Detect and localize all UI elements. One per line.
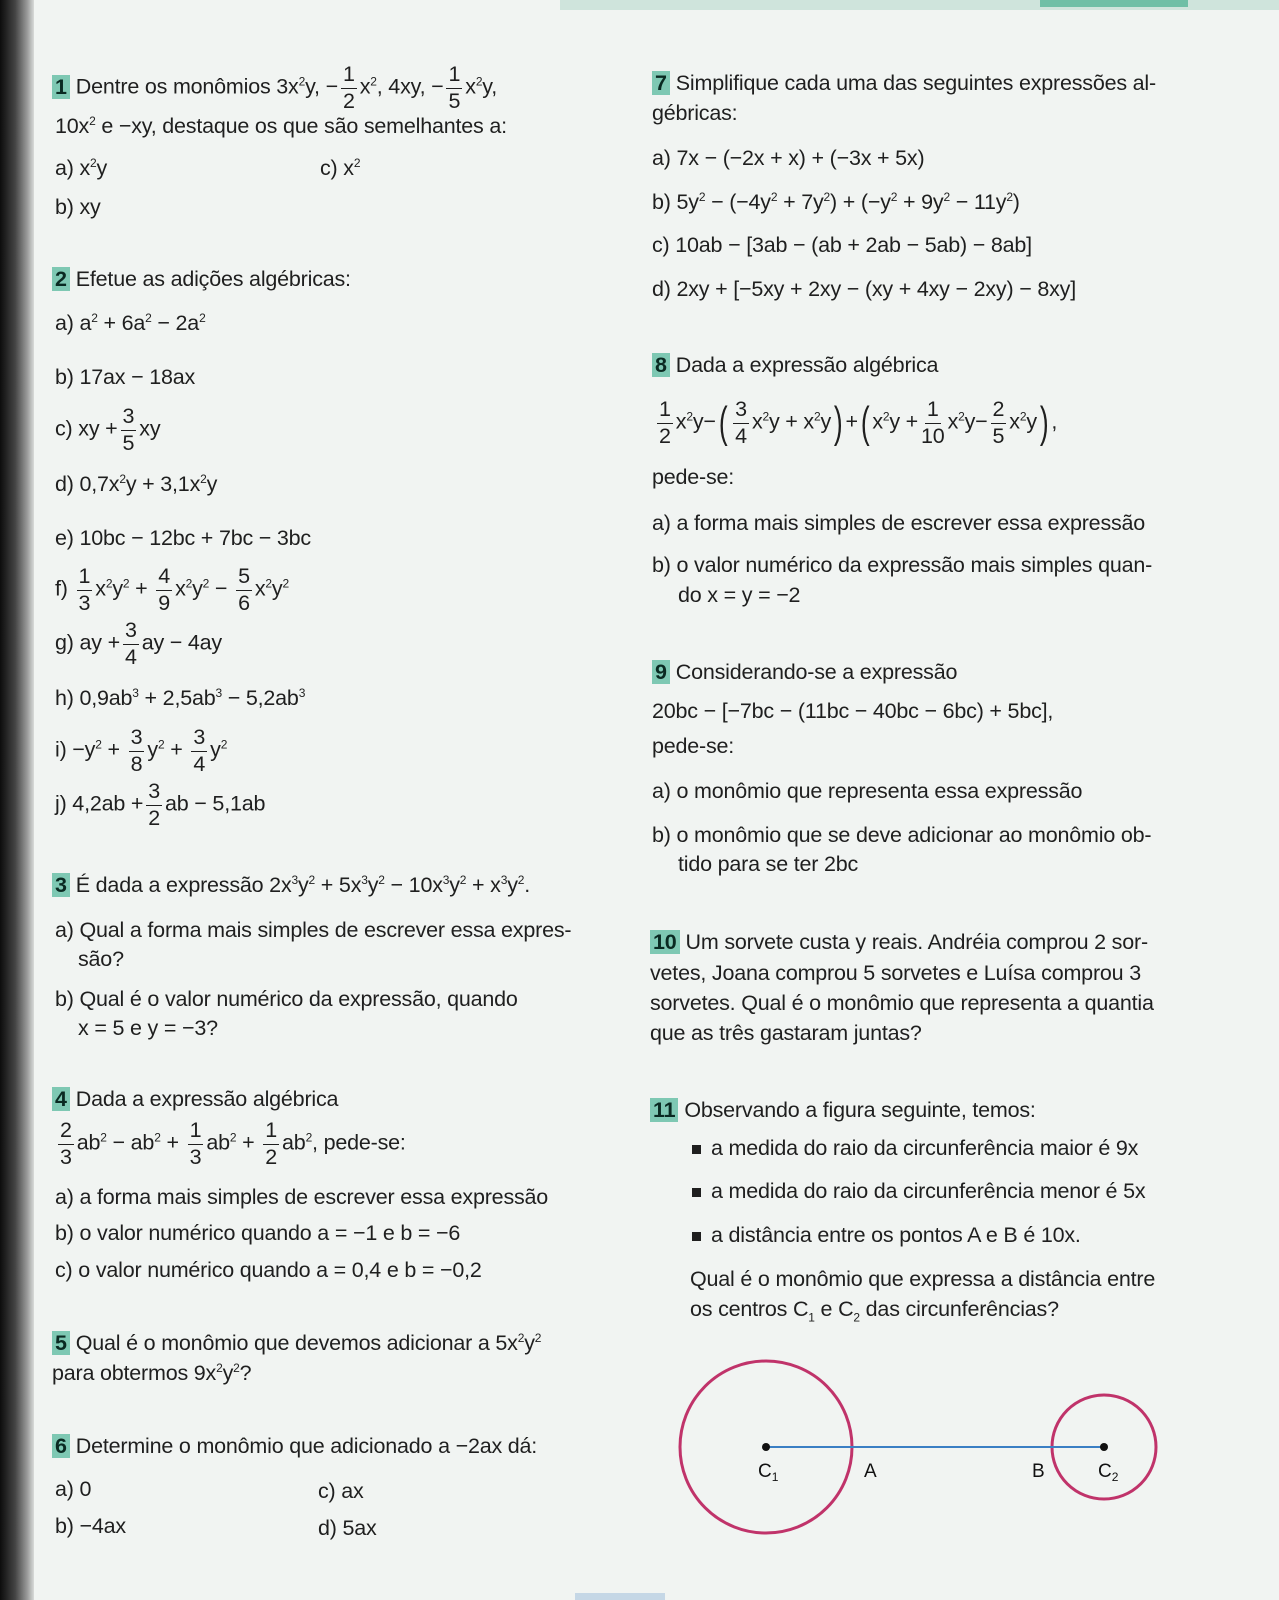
q4-b: b) o valor numérico quando a = −1 e b = −6 [55,1221,461,1245]
q3-a-line1: a) Qual a forma mais simples de escrever essa expres- [55,918,572,942]
label-c2: $C_2$ [1098,1461,1119,1484]
q8-number: 8 [652,353,670,377]
q4-expression: $\frac{2}{3}$ $ab^2 - ab^2$ + $\frac{1}{3}$ $ab^2$ + $\frac{1}{2}$ $ab^2$, pede-se: [60,1118,406,1169]
bullet-icon [692,1232,701,1241]
q7-line2: gébricas: [652,101,738,125]
q9-pede: pede-se: [652,734,735,758]
label-b: B [1032,1461,1045,1482]
q6-c: c) ax [318,1479,364,1503]
q10-line4: que as três gastaram juntas? [650,1021,922,1045]
q8-expression: $\frac{1}{2}$ $x^2y-$( $\frac{3}{4}$ $x^2y + x^2y$) +( $x^2y$ + $\frac{1}{10}$ $x^2y-$ $\frac{2}{5}$ $x^2y$) , [659,397,1058,448]
q6-b: b) −4ax [55,1514,126,1538]
label-a: A [864,1461,877,1482]
q4-title: 4 Dada a expressão algébrica [52,1086,338,1112]
bullet-icon [692,1188,701,1197]
q4-c: c) o valor numérico quando a = 0,4 e b = −0,2 [55,1258,482,1282]
book-spine-shadow [0,0,34,1600]
q8-b-line2: do x = y = −2 [678,583,801,607]
q7-number: 7 [652,71,670,95]
q4-number: 4 [52,1087,70,1111]
q2-e: e) 10bc − 12bc + 7bc − 3bc [55,526,311,550]
q3-b-line2: x = 5 e y = −3? [78,1016,218,1040]
q1-option-a: a) $x^2y$ [55,155,108,180]
q9-b-line2: tido para se ter 2bc [678,852,859,876]
q2-h: h) $0,9ab^3 + 2,5ab^3 - 5,2ab^3$ [55,685,306,710]
q9-number: 9 [652,660,670,684]
q11-number: 11 [650,1098,678,1122]
label-c1: $C_1$ [758,1461,779,1484]
header-accent-bar [1040,0,1188,7]
fraction: $\frac{1}{5}$ [448,62,461,113]
q7-c: c) 10ab − [3ab − (ab + 2ab − 5ab) − 8ab] [652,233,1032,257]
q1-number: 1 [52,75,70,99]
q1-option-c: c) $x^2$ [320,155,361,180]
q1-line2: $10x^2$ e −xy, destaque os que são semelhantes a: [55,113,507,138]
q2-number: 2 [52,267,70,291]
q11-question-line1: Qual é o monômio que expressa a distância entre [690,1267,1156,1291]
q6-number: 6 [52,1434,70,1458]
q11-title: 11 Observando a figura seguinte, temos: [650,1097,1036,1123]
q9-a: a) o monômio que representa essa expressão [652,779,1083,803]
q7-b: b) $5y^2 - (-4y^2 + 7y^2) + (-y^2 + 9y^2 - 11y^2)$ [652,189,1020,214]
q2-title: 2 Efetue as adições algébricas: [52,266,351,292]
q2-g: g) ay + $\frac{3}{4}$ ay − 4ay [55,618,222,669]
q11-bullet-3: a distância entre os pontos A e B é 10x. [692,1222,1081,1248]
center-c2-dot [1100,1443,1108,1451]
q8-title: 8 Dada a expressão algébrica [652,352,938,378]
q10-number: 10 [650,930,680,954]
q1-option-b: b) xy [55,195,101,219]
q2-d: d) $0,7x^2y + 3,1x^2y$ [55,471,218,496]
q3-a-line2: são? [78,947,124,971]
q4-a: a) a forma mais simples de escrever essa expressão [55,1185,549,1209]
q5-line1: 5 Qual é o monômio que devemos adicionar a $5x^2y^2$ [52,1330,541,1356]
q1-line1: 1 Dentre os monômios $3x^2y$, − $\frac{1}{2}$ $x^2$, 4xy, − $\frac{1}{5}$ $x^2y$, [52,64,497,112]
fraction: $\frac{1}{2}$ [342,62,355,113]
q2-a: a) $a^2 + 6a^2 - 2a^2$ [55,310,206,335]
q7-line1: 7 Simplifique cada uma das seguintes expressões al- [652,70,1156,96]
q9-expression: 20bc − [−7bc − (11bc − 40bc − 6bc) + 5bc], [652,699,1054,723]
q2-i: $i) -y^2$ + $\frac{3}{8}$ $y^2$ + $\frac{3}{4}$ $y^2$ [55,725,228,776]
q3-title: 3 É dada a expressão $2x^3y^2 + 5x^3y^2 - 10x^3y^2 + x^3y^2$. [52,872,530,898]
center-c1-dot [762,1443,770,1451]
q9-title: 9 Considerando-se a expressão [652,659,957,685]
circles-figure [670,1350,1170,1565]
q3-b-line1: b) Qual é o valor numérico da expressão, quando [55,987,518,1011]
q2-c: c) xy + $\frac{3}{5}$ xy [55,404,161,455]
q7-a: a) 7x − (−2x + x) + (−3x + 5x) [652,146,925,170]
q2-j: j) 4,2ab + $\frac{3}{2}$ ab − 5,1ab [55,779,266,830]
q8-pede: pede-se: [652,465,735,489]
q2-b: b) 17ax − 18ax [55,365,196,389]
q5-number: 5 [52,1331,70,1355]
q11-bullet-1: a medida do raio da circunferência maior é 9x [692,1135,1138,1161]
q10-line3: sorvetes. Qual é o monômio que representa a quantia [650,991,1154,1015]
q6-title: 6 Determine o monômio que adicionado a −2ax dá: [52,1433,537,1459]
bullet-icon [692,1145,701,1154]
q6-d: d) 5ax [318,1516,377,1540]
q10-line2: vetes, Joana comprou 5 sorvetes e Luísa comprou 3 [650,961,1141,985]
q11-bullet-2: a medida do raio da circunferência menor é 5x [692,1178,1145,1204]
q8-b-line1: b) o valor numérico da expressão mais simples quan- [652,553,1153,577]
q5-line2: para obtermos $9x^2y^2$? [52,1360,252,1385]
q7-d: d) 2xy + [−5xy + 2xy − (xy + 4xy − 2xy) − 8xy] [652,277,1076,301]
q8-a: a) a forma mais simples de escrever essa expressão [652,511,1146,535]
q2-f: f) $\frac{1}{3}$ $x^2y^2$ + $\frac{4}{9}$ $x^2y^2$ − $\frac{5}{6}$ $x^2y^2$ [55,564,289,615]
q11-question-line2: os centros $C_1$ e $C_2$ das circunferências? [690,1297,1059,1325]
q9-b-line1: b) o monômio que se deve adicionar ao monômio ob- [652,823,1152,847]
q10-line1: 10 Um sorvete custa y reais. Andréia comprou 2 sor- [650,929,1148,955]
q3-number: 3 [52,873,70,897]
footer-tab [575,1593,665,1600]
q6-a: a) 0 [55,1477,92,1501]
